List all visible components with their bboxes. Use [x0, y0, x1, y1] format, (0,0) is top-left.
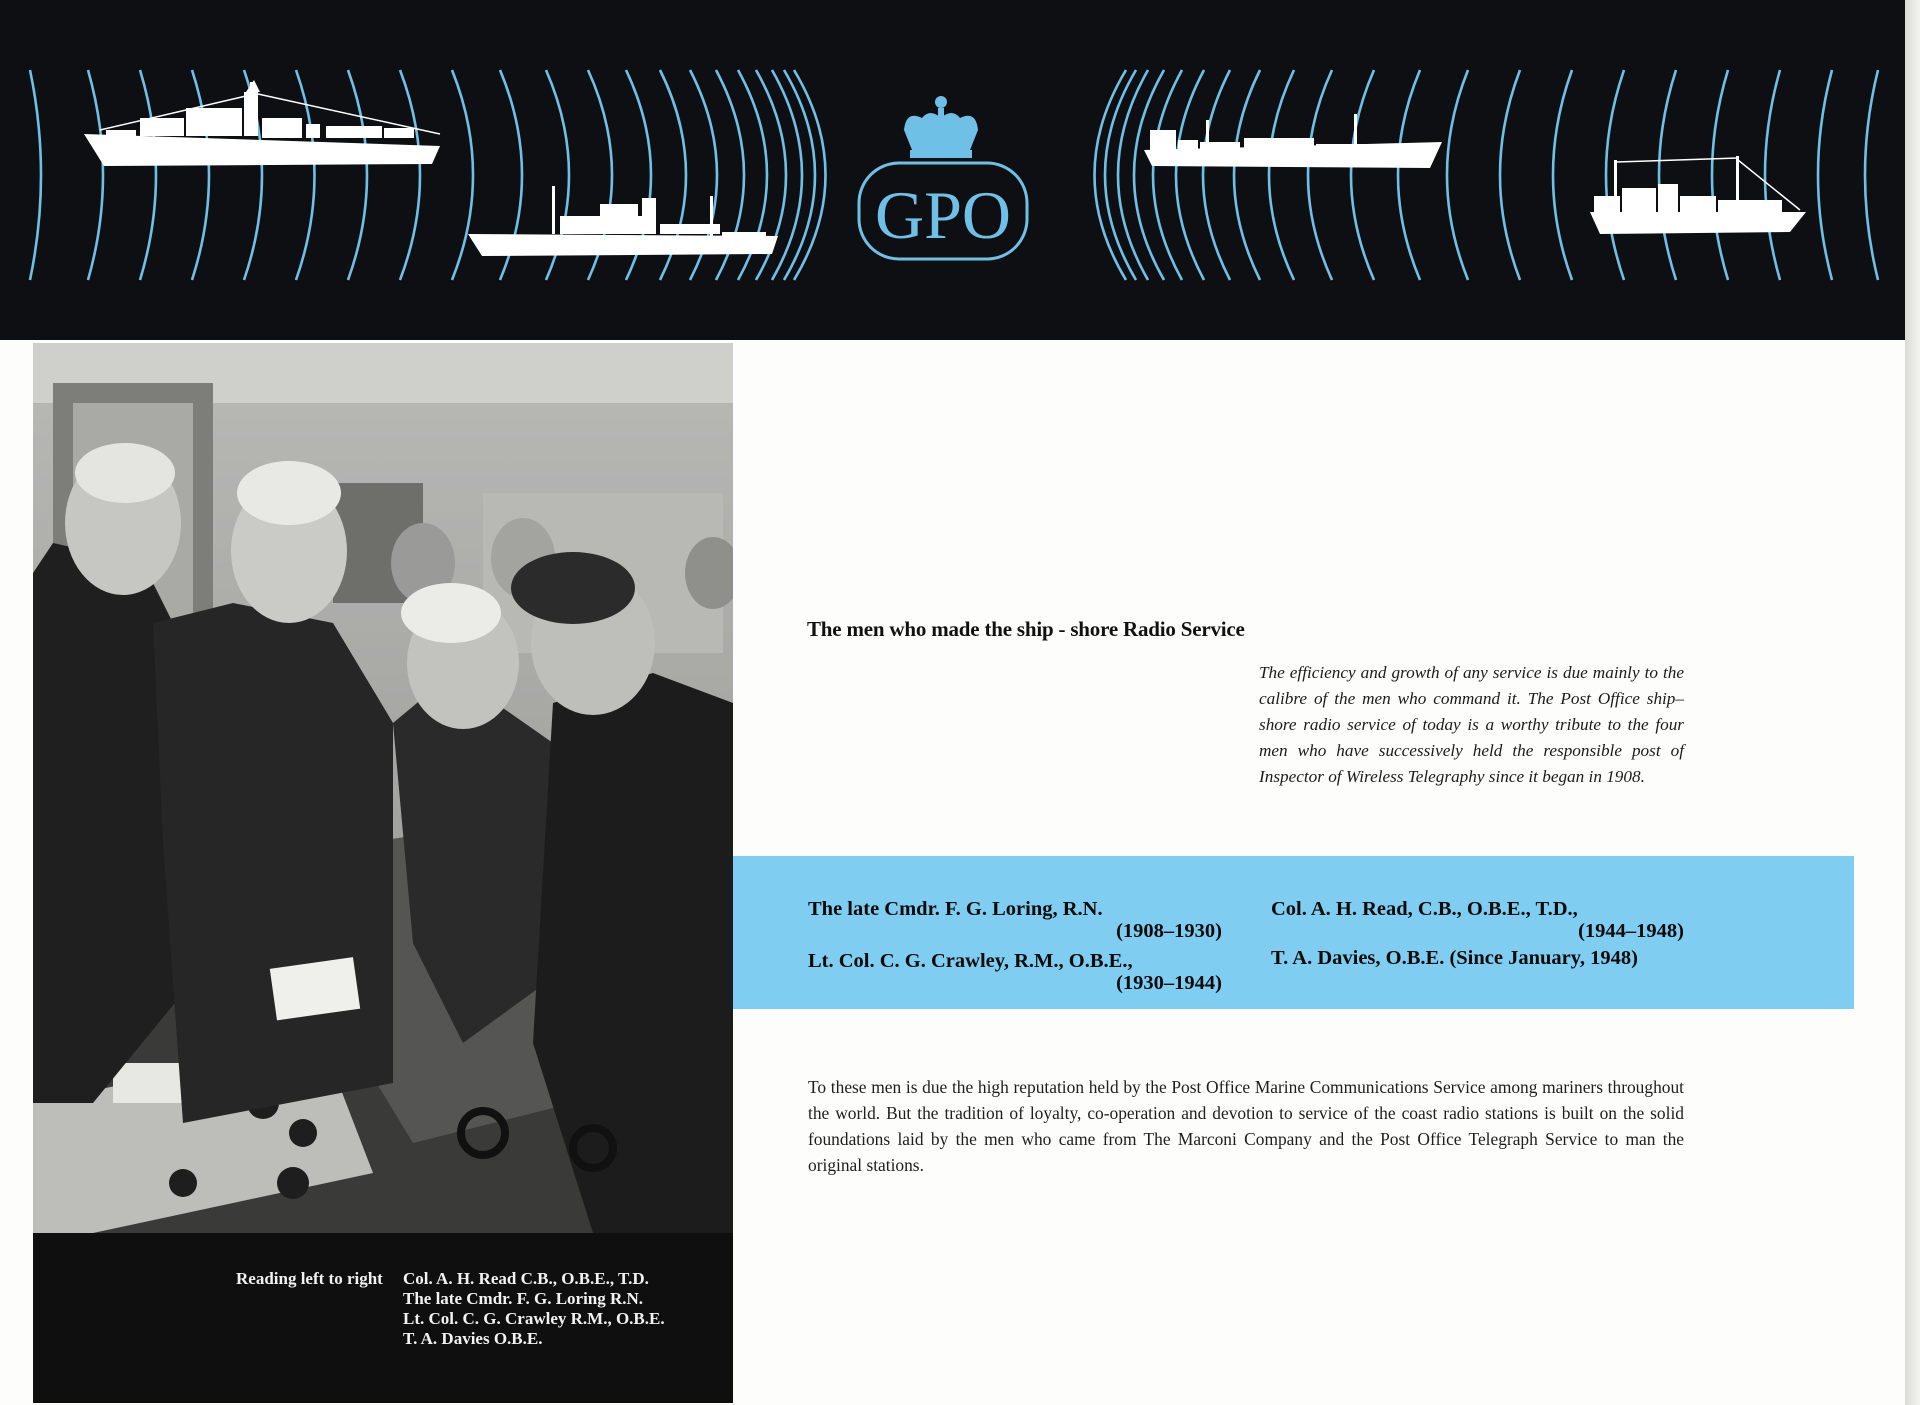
warship-icon — [84, 80, 440, 166]
historical-photo — [33, 343, 733, 1233]
cargo-ship-icon — [468, 186, 778, 256]
caption-line: Col. A. H. Read C.B., O.B.E., T.D. — [403, 1269, 649, 1288]
caption-lines — [403, 1269, 665, 1349]
inspector-years: (1944–1948) — [1578, 920, 1684, 942]
caption-line: T. A. Davies O.B.E. — [403, 1329, 543, 1348]
inspector-entry — [808, 950, 1222, 994]
inspector-name: Lt. Col. C. G. Crawley, R.M., O.B.E., — [808, 950, 1133, 972]
body-paragraph: To these men is due the high reputation held by the Post Office Marine Communications Service among mariners throughout the world. But the tradition of loyalty, co-operation and devotion to service of the coast radio stations is built on the solid foundations laid by the men who came from The Marconi Company and the Post Office Telegraph Service to man the original stations. — [808, 1077, 1684, 1175]
caption-lead: Reading left to right — [236, 1269, 383, 1288]
radio-wave-banner — [0, 0, 1920, 340]
logo-text: GPO — [874, 177, 1012, 253]
inspector-entry — [1271, 898, 1684, 942]
intro-paragraph: The efficiency and growth of any service is due mainly to the calibre of the men who command it. The Post Office ship–shore radio service of today is a worthy tribute to the four men who have successively held the responsible post of Inspector of Wireless Telegraphy since it began in 1908. — [1259, 663, 1684, 786]
trawler-icon — [1590, 156, 1806, 234]
tanker-icon — [1144, 114, 1442, 168]
inspector-name: T. A. Davies, O.B.E. (Since January, 1948) — [1271, 947, 1638, 969]
inspector-entry — [1271, 947, 1684, 969]
page-edge — [1905, 0, 1920, 1405]
header-banner — [0, 0, 1920, 340]
gpo-logo — [859, 96, 1027, 259]
inspector-name: The late Cmdr. F. G. Loring, R.N. — [808, 898, 1103, 920]
caption-line: The late Cmdr. F. G. Loring R.N. — [403, 1289, 644, 1308]
inspector-entry — [808, 898, 1222, 942]
inspector-name: Col. A. H. Read, C.B., O.B.E., T.D., — [1271, 898, 1578, 920]
photo-panel — [33, 343, 733, 1403]
crown-icon — [904, 96, 978, 158]
article-heading: The men who made the ship - shore Radio Service — [807, 617, 1245, 641]
photo-caption — [33, 1233, 733, 1403]
inspector-years: (1930–1944) — [1116, 972, 1222, 994]
inspector-years: (1908–1930) — [1116, 920, 1222, 942]
caption-line: Lt. Col. C. G. Crawley R.M., O.B.E. — [403, 1309, 665, 1328]
photo-illustration — [33, 343, 733, 1233]
